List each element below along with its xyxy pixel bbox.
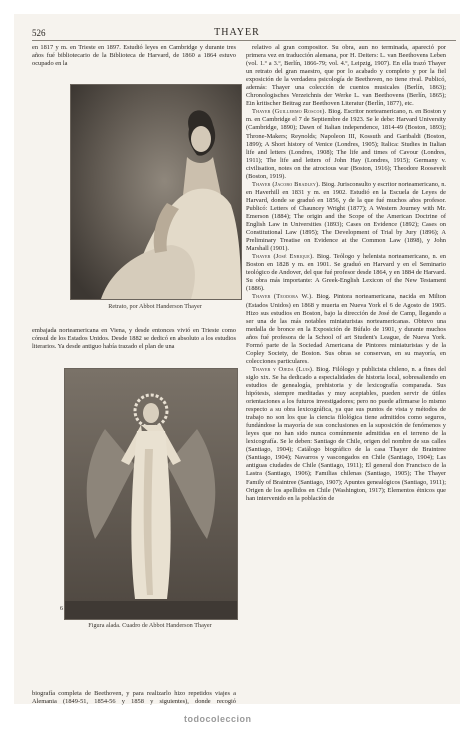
- portrait-figure: [70, 84, 242, 300]
- entry-jacobo-bradley: [246, 181, 446, 253]
- left-column-middle: [32, 327, 236, 351]
- watermark: todocoleccion: [184, 714, 252, 724]
- entry-guillermo-roscoe: [246, 108, 446, 180]
- left-column-top: [32, 44, 236, 68]
- painting-caption: Figura alada. Cuadro de Abbot Handerson Thayer: [88, 622, 212, 629]
- entry-name: Thayer y Ojeda (Luis).: [252, 365, 314, 373]
- entry-teodora: [246, 293, 446, 365]
- entry-name: Thayer (José Enrique).: [252, 253, 315, 261]
- portrait-illustration: [71, 85, 241, 299]
- footer-bar: [0, 706, 474, 734]
- winged-figure-painting: [64, 368, 238, 620]
- page-number: 526: [32, 28, 46, 38]
- right-column: [246, 44, 446, 503]
- winged-figure-illustration: [65, 369, 237, 619]
- left-mid-paragraph: embajada norteamericana en Viena, y desde entonces vivió en Trieste como cónsul de los Estados Unidos. Desde 1882 se dedicó en absoluto a los estudios literarios. Ya desde antiguo había trazado el plan de una: [32, 327, 236, 351]
- entry-text: Biog. Teólogo y helenista norteamericano, n. en Boston en 1828 y m. en 1901. Se graduó en Harvard y en el Seminario teológico de Andover, del que fué profesor desde 1864, y en 1884 de Harvard. Su obra más importante: A Greek-English Lexicon of the New Testament (1886).: [246, 253, 446, 293]
- entry-text: relativo al gran compositor. Su obra, aun no terminada, apareció por primera vez en traducción alemana, por H. Deiters: L. van Beethovens Leben (vol. 1.º a 3.º, Berlín, 1866-79; vol. 4.º, Leipzig, 1907). En ella trazó Thayer un retrato del gran maestro, que por lo acabado y completo y por la fiel exposición de la verdadera psicología de Beethoven, no tiene rival. Publicó, además: Thayer una colección de cuentos musicales (Berlín, 1863); Chronologisches Verzeichnis der Werke L. van Beethovens (Berlín, 1865); Ein kritischer Beitrag zur Beethoven Literatur (Berlín, 1877), etc.: [246, 44, 446, 108]
- entry-name: Thayer (Guillermo Roscoe).: [252, 108, 327, 116]
- entry-continuation: [246, 44, 446, 108]
- entry-name: Thayer (Teodora W.).: [252, 293, 314, 301]
- entry-jose-enrique: [246, 253, 446, 293]
- portrait-caption: Retrato, por Abbot Handerson Thayer: [108, 303, 202, 310]
- entry-text: Biog. Jurisconsulto y escritor norteamericano, n. en Haverhill en 1831 y m. en 1902. Estudió en la Escuela de Leyes de Harvard, donde se graduó en 1856, y de la que fué muchos años profesor. Publicó: Letters of Chauncey Wright (1877); A Western Journey with Mr. Emerson (1884); The origin and the Scope of the American Doctrine of English Law in Universities (1893); Cases on Evidence (1892); Cases on Constitutional Law (1895); The Development of Trial by Jury (1896); A Preliminary Treatise on Evidence at the Common Law (1898), y John Marshall (1901).: [246, 180, 446, 253]
- left-top-paragraph: en 1817 y m. en Trieste en 1897. Estudió leyes en Cambridge y durante tres años fué bibliotecario de la Biblioteca de Harvard, de 1860 a 1864 estuvo ocupado en la: [32, 44, 236, 68]
- left-bottom-paragraph: biografía completa de Beethoven, y para realizarlo hizo repetidos viajes a Alemania (1849-51, 1854-56 y 1858 y siguientes), donde recogió: [32, 690, 236, 706]
- entry-luis-thayer-ojeda: [246, 366, 446, 503]
- entry-text: Biog. Pintora norteamericana, nacida en Milton (Estados Unidos) en 1868 y muerta en Nueva York el 6 de Agosto de 1905. Hizo sus estudios en Boston, bajo la dirección de José de Camp, llegando a ser una de las más notables miniaturistas norteamericanas. Obtuvo una medalla de bronce en la Exposición de Búfalo de 1901, y durante muchos años fué profesora de la School of art Student's League, de Nueva York. Formó parte de la Sociedad Americana de Pintores miniaturistas y de la Copley Society, de Boston. Sus obras se conservan, en su mayoría, en colecciones particulares.: [246, 293, 446, 365]
- entry-text: Biog. Filólogo y publicista chileno, n. a fines del siglo xix. Se ha dedicado a especialidades de historia local, sobresaliendo en estudios de genealogía, prehistoria y de lexicografía comparada. Sus hipótesis, siempre meditadas y muy aceptables, pueden servir de útiles orientaciones a los futuros investigadores; pero no puede afirmarse lo mismo respecto a su obra lexicográfica, ya que sus puntos de vista y métodos de trabajo no son los que la ciencia filológica tiene admitidos como seguros, fundándose la mayoría de sus conclusiones en la suposición de fenómenos y leyes que no han sido nunca comúnmente admitidas en el terreno de la lexicografía. Se le deben: Santiago de Chile, origen del nombre de sus calles (Santiago, 1904); Catálogo biográfico de la casa Thayer de Braintree (Santiago, 1904); Navarros y vascongados en Chile (Santiago, 1904); Las antiguas ciudades de Chile (Santiago, 1911); El general don Francisco de la Lastra (Santiago, 1906); Familias chilenas (Santiago, 1905); The Thayer Family of Braintree (Santiago, 1907); Apuntes genealógicos (Santiago, 1911); Origen de los apellidos en Chile (Washington, 1917); Elementos étnicos que han intervenido en la población de: [246, 365, 446, 502]
- entry-text: Biog. Escritor norteamericano, n. en Boston y m. en Cambridge el 7 de Septiembre de 1923. Se le debe: Harvard University (Cambridge, 1890); Dawn of Italian independence, 1814-49 (Boston, 1893); Throne-Makers; Reynolds; Napoleon III, Kossuth and Garibaldi (Boston, 1899); A Short history of Venice (Londres, 1905); Italica: Studies in Italian life and letters (Londres, 1908); The life and times of Cavour (Londres, 1911); The life and letters of John Hay (Londres, 1915); Germany v. civilisation, notes on the atrocious war (Boston, 1916); Theodore Roosevelt (Boston, 1919).: [246, 108, 447, 180]
- running-title: THAYER: [214, 27, 260, 38]
- entry-name: Thayer (Jacobo Bradley).: [252, 180, 321, 188]
- header-rule: [32, 40, 456, 41]
- figure-mark: 6: [60, 606, 63, 612]
